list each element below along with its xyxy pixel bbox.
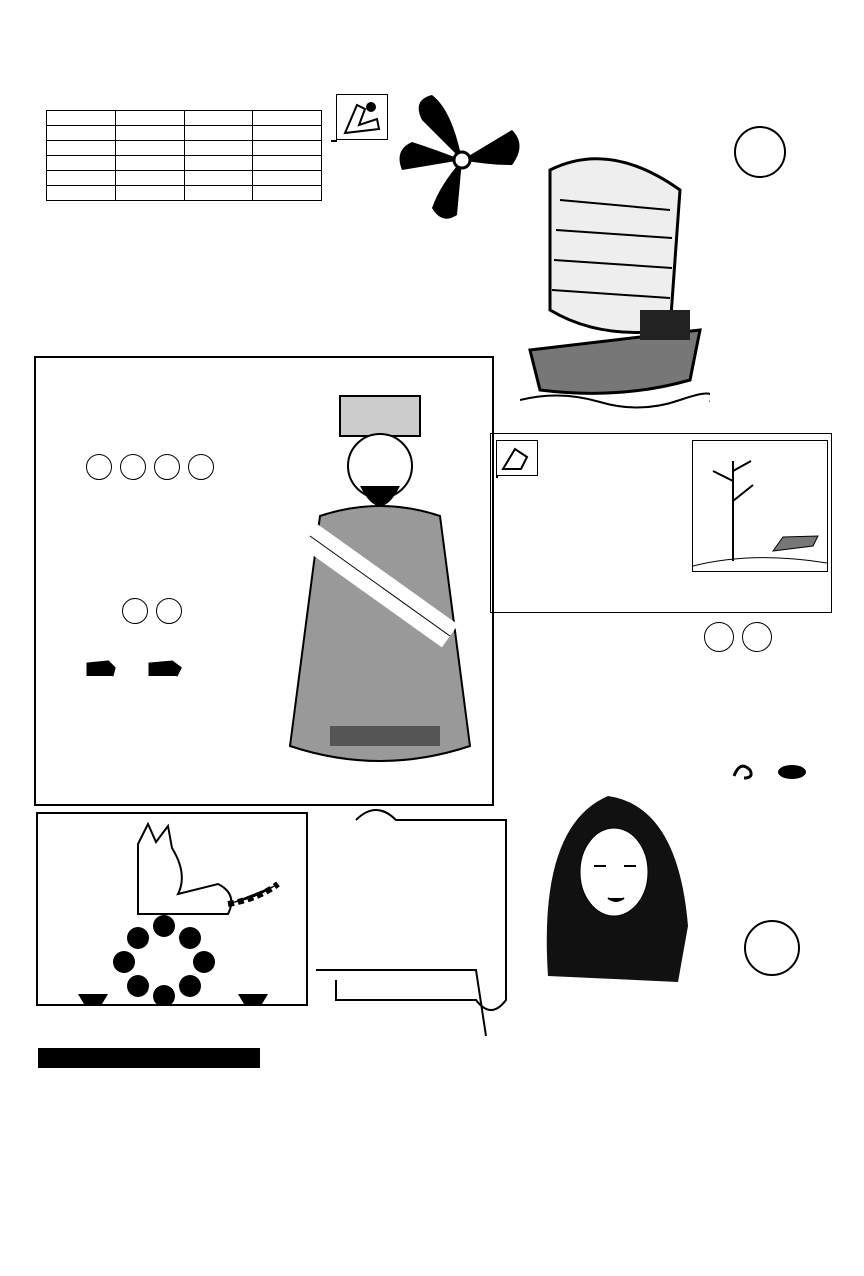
table-header	[47, 111, 116, 126]
number-circle	[122, 598, 148, 624]
miss-bai-numbers	[704, 622, 780, 656]
table-cell	[253, 156, 322, 171]
table-cell	[47, 141, 116, 156]
stamp-seal	[734, 126, 786, 178]
number-circle	[86, 454, 112, 480]
scroll-illustration	[316, 800, 516, 1040]
left-border-strip	[2, 30, 28, 1260]
recent-results-title	[38, 1048, 260, 1068]
number-circle	[156, 598, 182, 624]
table-header	[253, 111, 322, 126]
right-border-strip	[836, 30, 862, 1260]
table-row	[47, 141, 322, 156]
table-cell	[47, 126, 116, 141]
zodiac-animal-icons	[730, 756, 810, 782]
number-circle	[154, 454, 180, 480]
number-circle	[704, 622, 734, 652]
table-cell	[47, 186, 116, 201]
table-cell	[47, 156, 116, 171]
table-header	[115, 111, 184, 126]
junk-boat-illustration	[520, 130, 710, 420]
woman-portrait	[538, 786, 688, 982]
number-circle	[742, 622, 772, 652]
zodiac-animal-icons	[84, 656, 204, 680]
door-icon-label	[331, 140, 337, 142]
riddle-icon	[496, 440, 538, 476]
table-cell	[253, 171, 322, 186]
table-cell	[184, 171, 253, 186]
results-dot-grid	[262, 1048, 828, 1226]
tree-tiger-illustration	[692, 440, 828, 572]
table-cell	[184, 186, 253, 201]
supply-numbers	[122, 598, 190, 628]
god-of-wealth-illustration	[270, 386, 490, 786]
number-circle	[120, 454, 146, 480]
table-row	[47, 171, 322, 186]
shuriken-logo	[392, 90, 532, 230]
table-row	[47, 186, 322, 201]
table-cell	[253, 126, 322, 141]
table-cell	[115, 141, 184, 156]
door-icon	[336, 94, 388, 140]
number-circle	[188, 454, 214, 480]
table-cell	[115, 171, 184, 186]
big-number-circle	[744, 920, 800, 976]
table-cell	[184, 156, 253, 171]
table-row	[47, 126, 322, 141]
riddle-icon-label	[496, 476, 498, 478]
table-cell	[115, 186, 184, 201]
table-cell	[184, 141, 253, 156]
table-cell	[115, 156, 184, 171]
table-header-row	[47, 111, 322, 126]
table-cell	[253, 141, 322, 156]
poem-numbers	[86, 454, 222, 484]
table-cell	[253, 186, 322, 201]
table-cell	[115, 126, 184, 141]
table-header	[184, 111, 253, 126]
cat-coin-illustration	[36, 812, 308, 1006]
table-row	[47, 156, 322, 171]
weak-strong-table	[46, 110, 322, 201]
table-cell	[47, 171, 116, 186]
table-cell	[184, 126, 253, 141]
